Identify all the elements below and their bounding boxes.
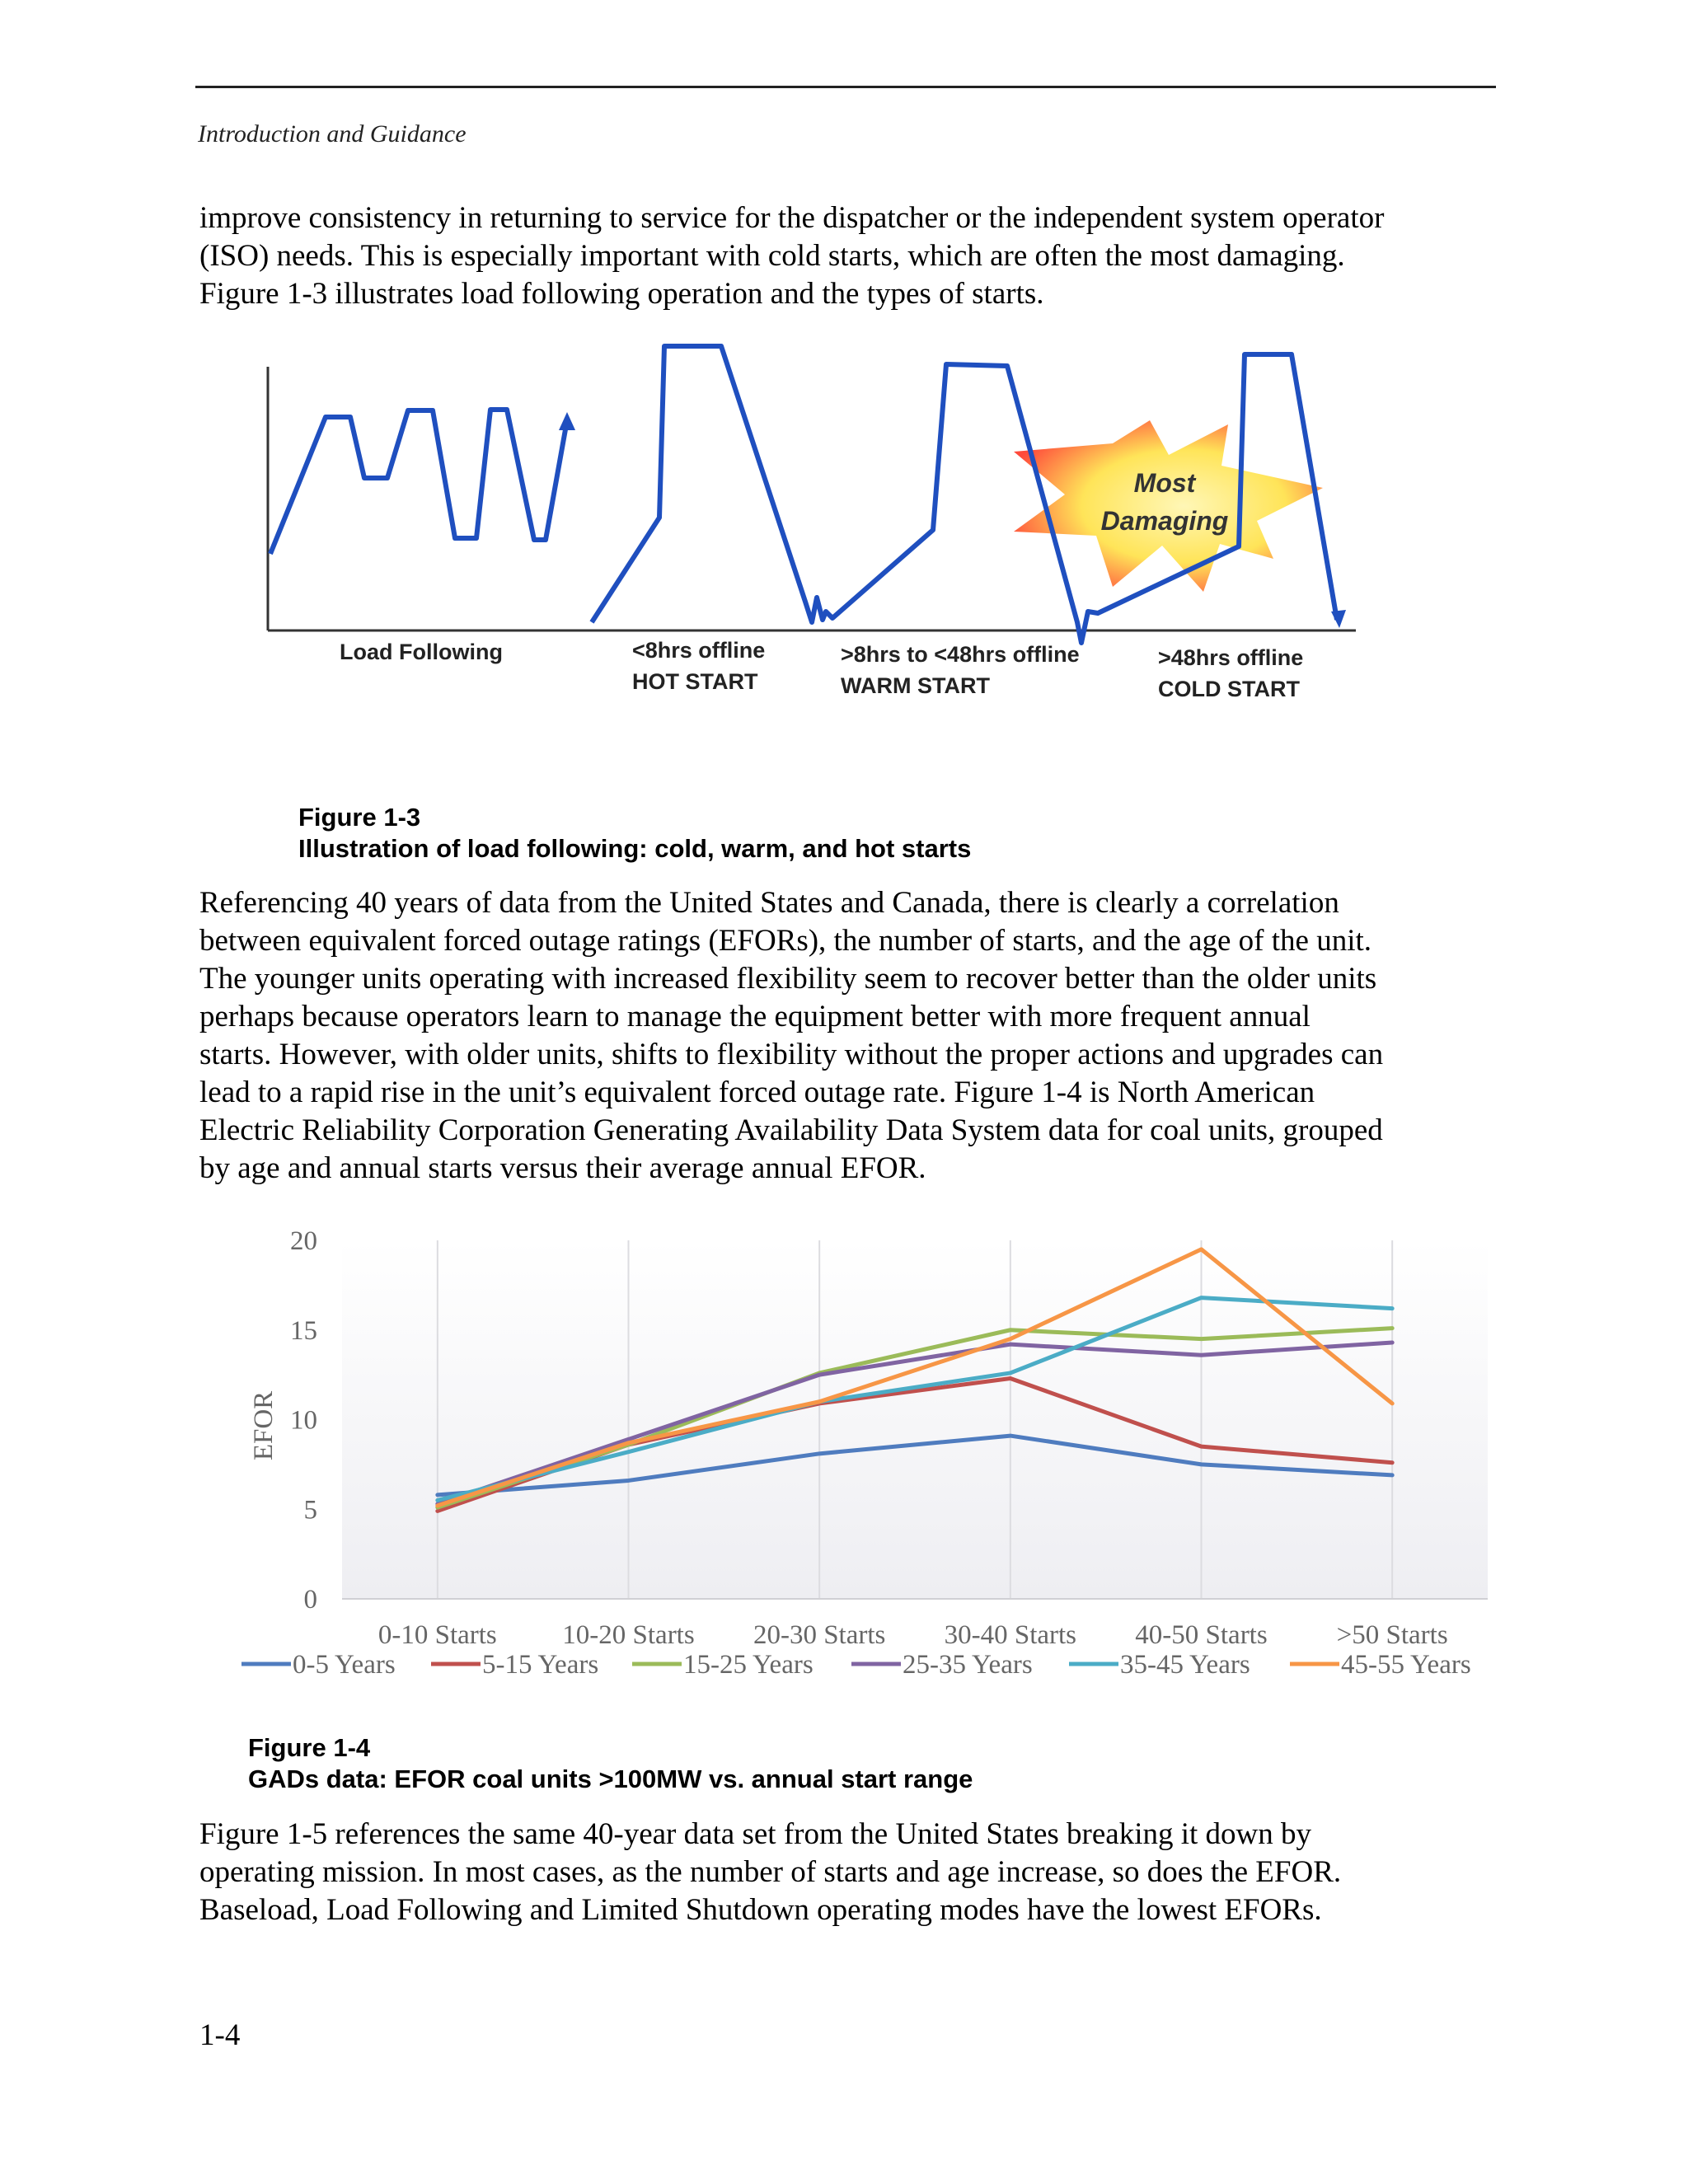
paragraph-efor <box>199 884 1510 1188</box>
figure-1-3-diagram <box>247 330 1401 717</box>
caption-title: Illustration of load following: cold, warm, and hot starts <box>298 834 972 863</box>
burst-label-line2: Damaging <box>1100 506 1229 536</box>
legend-label: 0-5 Years <box>293 1650 396 1680</box>
plot-area <box>342 1240 1488 1599</box>
y-axis-label: EFOR <box>249 1390 279 1461</box>
text-line: perhaps because operators learn to manage the equipment better with more frequent annual <box>199 1000 1311 1033</box>
legend-label: 45-55 Years <box>1341 1650 1471 1680</box>
text-line: (ISO) needs. This is especially important with cold starts, which are often the most damaging. <box>199 239 1345 273</box>
text-line: Figure 1-5 references the same 40-year data set from the United States breaking it down by <box>199 1817 1312 1851</box>
text-line: starts. However, with older units, shifts to flexibility without the proper actions and upgrades can <box>199 1038 1384 1071</box>
y-tick-label: 20 <box>290 1226 317 1256</box>
x-tick-label: >50 Starts <box>1336 1620 1448 1650</box>
warm-start-label-line1: >8hrs to <48hrs offline <box>841 642 1080 667</box>
warm-start-label-line2: WARM START <box>841 673 990 698</box>
text-line: lead to a rapid rise in the unit’s equivalent forced outage rate. Figure 1-4 is North American <box>199 1076 1315 1109</box>
caption-title: GADs data: EFOR coal units >100MW vs. annual start range <box>248 1765 973 1793</box>
caption-number: Figure 1-3 <box>298 803 421 832</box>
load-following-label: Load Following <box>340 640 503 664</box>
x-tick-label: 20-30 Starts <box>753 1620 886 1650</box>
figure-1-3-caption <box>298 802 971 865</box>
text-line: operating mission. In most cases, as the number of starts and age increase, so does the EFOR. <box>199 1855 1342 1889</box>
text-line: Figure 1-3 illustrates load following operation and the types of starts. <box>199 277 1044 311</box>
figure-1-4-caption <box>248 1732 973 1795</box>
running-header: Introduction and Guidance <box>198 120 467 148</box>
arrow-down-icon <box>1331 610 1346 628</box>
paragraph-intro <box>199 199 1510 313</box>
figure-1-4-chart <box>223 1203 1508 1698</box>
legend-label: 35-45 Years <box>1120 1650 1250 1680</box>
x-tick-label: 40-50 Starts <box>1135 1620 1268 1650</box>
text-line: Electric Reliability Corporation Generating Availability Data System data for coal units, grouped <box>199 1113 1383 1147</box>
text-line: Referencing 40 years of data from the United States and Canada, there is clearly a correlation <box>199 886 1339 920</box>
text-line: The younger units operating with increased flexibility seem to recover better than the older units <box>199 962 1377 996</box>
y-tick-label: 10 <box>290 1405 317 1436</box>
load-following-line <box>270 410 567 554</box>
x-tick-label: 10-20 Starts <box>562 1620 695 1650</box>
x-tick-label: 30-40 Starts <box>944 1620 1077 1650</box>
text-line: improve consistency in returning to service for the dispatcher or the independent system operator <box>199 201 1385 235</box>
text-line: by age and annual starts versus their average annual EFOR. <box>199 1151 926 1185</box>
paragraph-mission <box>199 1816 1510 1929</box>
cold-start-label-line1: >48hrs offline <box>1158 645 1304 670</box>
y-tick-label: 15 <box>290 1315 317 1346</box>
y-tick-label: 5 <box>303 1495 317 1526</box>
y-tick-label: 0 <box>303 1585 317 1615</box>
legend-label: 25-35 Years <box>903 1650 1033 1680</box>
burst-label-line1: Most <box>1133 468 1196 498</box>
page-number: 1-4 <box>199 2018 241 2052</box>
header-rule <box>195 86 1496 88</box>
text-line: between equivalent forced outage ratings (EFORs), the number of starts, and the age of the unit. <box>199 924 1372 958</box>
legend-label: 5-15 Years <box>482 1650 599 1680</box>
cold-start-label-line2: COLD START <box>1158 677 1300 701</box>
arrow-up-icon <box>559 412 575 430</box>
hot-start-label-line2: HOT START <box>632 669 758 694</box>
caption-number: Figure 1-4 <box>248 1733 371 1762</box>
legend-label: 15-25 Years <box>683 1650 814 1680</box>
x-tick-label: 0-10 Starts <box>377 1620 497 1650</box>
hot-start-label-line1: <8hrs offline <box>632 638 766 663</box>
text-line: Baseload, Load Following and Limited Shutdown operating modes have the lowest EFORs. <box>199 1893 1322 1927</box>
